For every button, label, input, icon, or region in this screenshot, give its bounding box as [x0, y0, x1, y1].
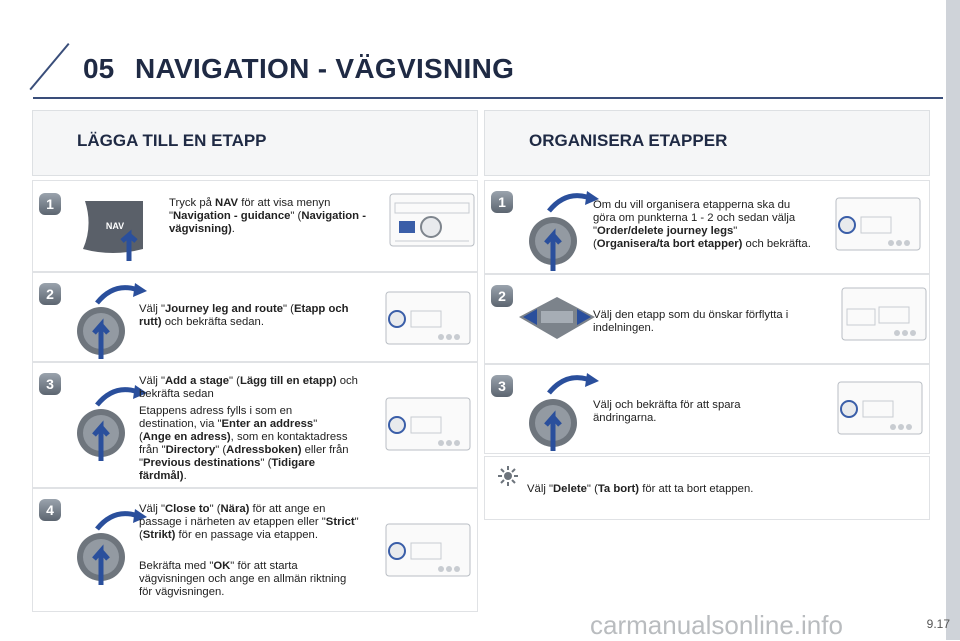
left-step-2	[32, 272, 478, 362]
step-subtext: Bekräfta med "OK" för att starta vägvisningen och ange en allmän riktning för vägvisningen.	[139, 560, 347, 598]
right-tip	[484, 456, 930, 520]
page-title: NAVIGATION - VÄGVISNING	[135, 53, 515, 84]
step-text: Om du vill organisera etapperna ska du göra om punkterna 1 - 2 och sedan välja "Order/delete journey legs" (Organisera/ta bort etapper) och bekräfta.	[593, 199, 811, 250]
step-number: 3	[39, 373, 61, 395]
radio-panel-icon	[841, 287, 927, 341]
left-step-3	[32, 362, 478, 488]
left-heading-panel	[32, 110, 478, 176]
step-number: 4	[39, 499, 61, 521]
step-number: 1	[39, 193, 61, 215]
step-text: Välj den etapp som du önskar förflytta i indelningen.	[593, 309, 789, 334]
left-step-1	[32, 180, 478, 272]
step-subtext: Etappens adress fylls i som en destination, via "Enter an address" (Ange en adress), som en kontaktadress från "Directory" (Adressboken) eller från "Previous destinations" (Tidigare färdmål).	[139, 405, 349, 482]
radio-panel-icon	[385, 291, 471, 345]
right-section-heading: ORGANISERA ETAPPER	[529, 131, 728, 150]
sun-icon	[497, 465, 519, 487]
radio-panel-icon	[835, 197, 921, 251]
step-text: Tryck på NAV för att visa menyn "Navigation - guidance" (Navigation - vägvisning).	[169, 197, 366, 235]
radio-panel-icon	[389, 193, 475, 247]
right-step-1	[484, 180, 930, 274]
directional-pad-icon	[517, 293, 597, 343]
left-section-heading: LÄGGA TILL EN ETAPP	[77, 131, 267, 150]
step-text: Välj och bekräfta för att spara ändringarna.	[593, 399, 741, 424]
left-step-4	[32, 488, 478, 612]
tip-text: Välj "Delete" (Ta bort) för att ta bort etappen.	[527, 483, 754, 495]
chapter-number: 05	[83, 53, 115, 84]
radio-panel-icon	[385, 523, 471, 577]
radio-panel-icon	[837, 381, 923, 435]
step-text: Välj "Journey leg and route" (Etapp och rutt) och bekräfta sedan.	[139, 303, 349, 328]
step-number: 2	[39, 283, 61, 305]
radio-panel-icon	[385, 397, 471, 451]
svg-text:NAV: NAV	[105, 221, 125, 231]
step-text: Välj "Add a stage" (Lägg till en etapp) och bekräfta sedan	[139, 375, 358, 400]
step-number: 1	[491, 191, 513, 213]
step-number: 3	[491, 375, 513, 397]
nav-button-icon	[73, 201, 145, 261]
right-step-2	[484, 274, 930, 364]
step-number: 2	[491, 285, 513, 307]
right-heading-panel	[484, 110, 930, 176]
step-text: Välj "Close to" (Nära) för att ange en passage i närheten av etappen eller "Strict" (Strikt) för en passage via etappen.	[139, 503, 359, 541]
page-number: 9.17	[926, 617, 950, 631]
header	[33, 47, 943, 99]
watermark: carmanualsonline.info	[590, 610, 843, 640]
page-edge	[946, 0, 960, 640]
right-step-3	[484, 364, 930, 454]
